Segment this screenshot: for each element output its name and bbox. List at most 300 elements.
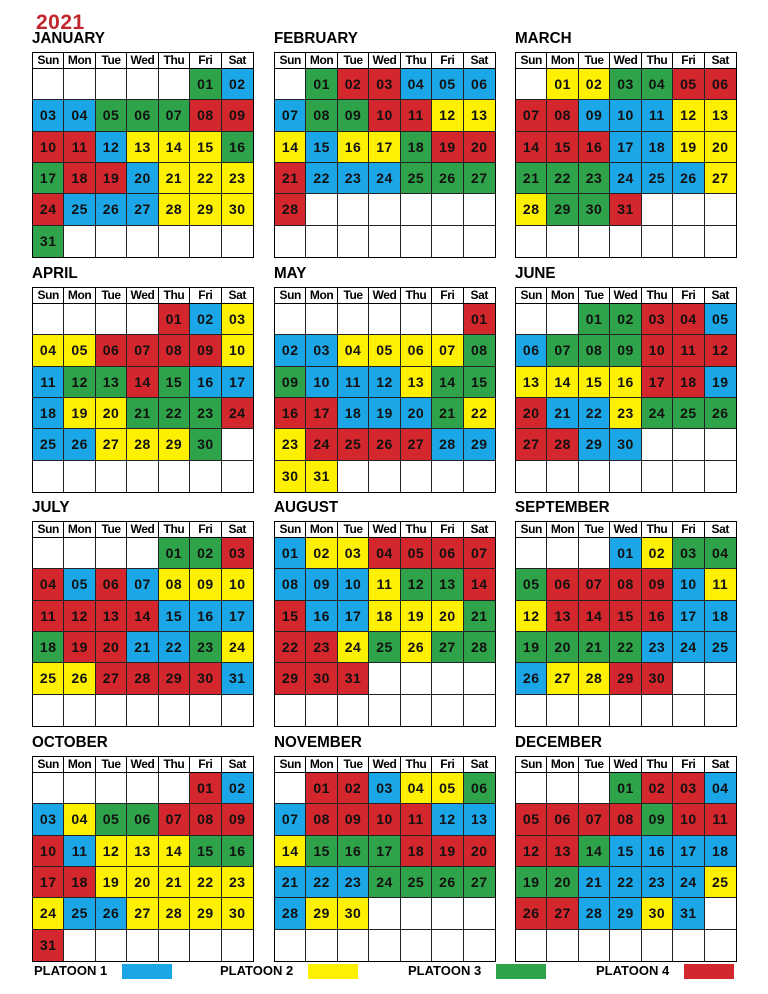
weekday-label: Fri xyxy=(190,53,221,68)
empty-cell xyxy=(642,429,673,460)
day-cell: 06 xyxy=(547,804,578,835)
day-cell: 08 xyxy=(190,804,221,835)
day-cell: 10 xyxy=(642,335,673,366)
day-cell: 06 xyxy=(127,804,158,835)
empty-cell xyxy=(33,304,64,335)
empty-cell xyxy=(516,773,547,804)
day-cell: 30 xyxy=(306,663,337,694)
day-cell: 31 xyxy=(33,226,64,257)
weekday-label: Fri xyxy=(673,522,704,537)
day-cell: 20 xyxy=(96,632,127,663)
day-cell: 18 xyxy=(33,632,64,663)
day-cell: 14 xyxy=(275,836,306,867)
day-cell: 21 xyxy=(547,398,578,429)
day-cell: 05 xyxy=(64,335,95,366)
empty-cell xyxy=(705,194,736,225)
day-cell: 25 xyxy=(369,632,400,663)
weekday-label: Sun xyxy=(275,757,306,772)
day-cell: 18 xyxy=(338,398,369,429)
day-cell: 17 xyxy=(673,601,704,632)
day-cell: 20 xyxy=(464,836,495,867)
day-cell: 04 xyxy=(401,773,432,804)
day-cell: 06 xyxy=(464,773,495,804)
weekday-label: Tue xyxy=(338,288,369,303)
day-cell: 13 xyxy=(464,100,495,131)
day-cell: 25 xyxy=(705,867,736,898)
day-cell: 09 xyxy=(190,569,221,600)
day-cell: 29 xyxy=(190,898,221,929)
day-cell: 15 xyxy=(190,132,221,163)
weekday-label: Sat xyxy=(711,522,730,536)
day-cell: 30 xyxy=(190,663,221,694)
day-cell: 23 xyxy=(190,398,221,429)
day-cell: 12 xyxy=(369,367,400,398)
day-grid xyxy=(274,773,496,962)
day-cell: 12 xyxy=(64,601,95,632)
day-cell: 15 xyxy=(159,367,190,398)
day-cell: 01 xyxy=(159,304,190,335)
day-cell: 09 xyxy=(190,335,221,366)
weekday-label: Wed xyxy=(610,53,641,68)
weekday-label: Fri xyxy=(673,53,704,68)
weekday-label: Fri xyxy=(673,288,704,303)
day-cell: 06 xyxy=(96,335,127,366)
day-cell: 13 xyxy=(127,132,158,163)
day-cell: 21 xyxy=(275,867,306,898)
day-cell: 27 xyxy=(401,429,432,460)
day-cell: 05 xyxy=(705,304,736,335)
day-cell: 29 xyxy=(159,429,190,460)
empty-cell xyxy=(464,461,495,492)
day-cell: 02 xyxy=(275,335,306,366)
weekday-label: Fri xyxy=(190,522,221,537)
day-cell: 13 xyxy=(547,836,578,867)
empty-cell xyxy=(64,304,95,335)
day-cell: 14 xyxy=(547,367,578,398)
empty-cell xyxy=(96,69,127,100)
day-cell: 26 xyxy=(401,632,432,663)
day-cell: 02 xyxy=(642,538,673,569)
day-cell: 06 xyxy=(516,335,547,366)
day-cell: 08 xyxy=(610,804,641,835)
day-cell: 05 xyxy=(516,804,547,835)
day-cell: 05 xyxy=(96,100,127,131)
day-cell: 06 xyxy=(705,69,736,100)
day-cell: 18 xyxy=(705,836,736,867)
day-cell: 27 xyxy=(432,632,463,663)
day-cell: 15 xyxy=(306,836,337,867)
day-cell: 24 xyxy=(673,632,704,663)
empty-cell xyxy=(127,461,158,492)
day-cell: 03 xyxy=(369,69,400,100)
weekday-label: Tue xyxy=(579,53,610,68)
day-cell: 17 xyxy=(642,367,673,398)
empty-cell xyxy=(33,773,64,804)
day-cell: 02 xyxy=(190,538,221,569)
empty-cell xyxy=(306,194,337,225)
weekday-label: Sun xyxy=(275,53,306,68)
weekday-label: Mon xyxy=(64,757,95,772)
day-cell: 01 xyxy=(306,69,337,100)
empty-cell xyxy=(705,429,736,460)
day-cell: 16 xyxy=(190,601,221,632)
weekday-label: Sat xyxy=(711,288,730,302)
day-cell: 06 xyxy=(547,569,578,600)
weekday-header xyxy=(32,521,254,538)
empty-cell xyxy=(190,695,221,726)
legend-label: PLATOON 2 xyxy=(220,963,294,978)
day-cell: 22 xyxy=(275,632,306,663)
empty-cell xyxy=(464,930,495,961)
day-cell: 31 xyxy=(338,663,369,694)
empty-cell xyxy=(306,226,337,257)
weekday-label: Tue xyxy=(96,288,127,303)
weekday-label: Tue xyxy=(338,53,369,68)
empty-cell xyxy=(159,930,190,961)
day-cell: 08 xyxy=(275,569,306,600)
empty-cell xyxy=(96,461,127,492)
day-cell: 21 xyxy=(579,867,610,898)
day-cell: 07 xyxy=(127,335,158,366)
day-cell: 26 xyxy=(705,398,736,429)
day-cell: 11 xyxy=(64,836,95,867)
day-cell: 07 xyxy=(579,804,610,835)
empty-cell xyxy=(401,898,432,929)
weekday-header xyxy=(515,287,737,304)
day-cell: 25 xyxy=(33,429,64,460)
month-title: APRIL xyxy=(32,265,78,282)
weekday-label: Wed xyxy=(369,522,400,537)
weekday-header xyxy=(515,52,737,69)
day-cell: 24 xyxy=(222,398,253,429)
empty-cell xyxy=(190,930,221,961)
day-cell: 16 xyxy=(579,132,610,163)
day-cell: 03 xyxy=(673,773,704,804)
day-cell: 30 xyxy=(222,194,253,225)
day-cell: 22 xyxy=(464,398,495,429)
empty-cell xyxy=(64,538,95,569)
empty-cell xyxy=(222,695,253,726)
day-cell: 24 xyxy=(642,398,673,429)
day-cell: 17 xyxy=(222,367,253,398)
day-cell: 21 xyxy=(159,163,190,194)
empty-cell xyxy=(516,69,547,100)
day-cell: 23 xyxy=(306,632,337,663)
empty-cell xyxy=(127,930,158,961)
day-cell: 02 xyxy=(222,69,253,100)
weekday-label: Thu xyxy=(642,757,673,772)
weekday-label: Thu xyxy=(159,522,190,537)
empty-cell xyxy=(432,930,463,961)
day-cell: 26 xyxy=(96,898,127,929)
day-cell: 13 xyxy=(516,367,547,398)
day-cell: 26 xyxy=(369,429,400,460)
day-cell: 30 xyxy=(338,898,369,929)
day-cell: 06 xyxy=(401,335,432,366)
day-cell: 18 xyxy=(642,132,673,163)
weekday-label: Tue xyxy=(579,757,610,772)
day-cell: 22 xyxy=(306,867,337,898)
day-cell: 14 xyxy=(275,132,306,163)
day-cell: 16 xyxy=(338,132,369,163)
day-cell: 16 xyxy=(275,398,306,429)
empty-cell xyxy=(464,898,495,929)
day-cell: 23 xyxy=(610,398,641,429)
weekday-label: Thu xyxy=(642,288,673,303)
weekday-label: Sat xyxy=(228,53,247,67)
weekday-label: Sun xyxy=(516,53,547,68)
empty-cell xyxy=(464,663,495,694)
empty-cell xyxy=(369,304,400,335)
day-cell: 09 xyxy=(275,367,306,398)
weekday-label: Sat xyxy=(711,757,730,771)
empty-cell xyxy=(579,538,610,569)
month-title: FEBRUARY xyxy=(274,30,358,47)
weekday-label: Wed xyxy=(610,288,641,303)
day-cell: 18 xyxy=(64,163,95,194)
day-cell: 17 xyxy=(673,836,704,867)
empty-cell xyxy=(222,930,253,961)
day-cell: 21 xyxy=(127,398,158,429)
day-cell: 25 xyxy=(401,867,432,898)
day-cell: 11 xyxy=(401,100,432,131)
empty-cell xyxy=(673,226,704,257)
day-cell: 16 xyxy=(338,836,369,867)
empty-cell xyxy=(275,304,306,335)
day-cell: 09 xyxy=(306,569,337,600)
empty-cell xyxy=(306,930,337,961)
weekday-label: Tue xyxy=(96,757,127,772)
weekday-label: Sat xyxy=(470,522,489,536)
empty-cell xyxy=(547,930,578,961)
legend-swatch xyxy=(496,964,546,979)
day-cell: 09 xyxy=(338,804,369,835)
empty-cell xyxy=(516,538,547,569)
weekday-label: Sun xyxy=(33,53,64,68)
weekday-label: Thu xyxy=(401,757,432,772)
empty-cell xyxy=(642,461,673,492)
day-cell: 29 xyxy=(275,663,306,694)
day-cell: 07 xyxy=(516,100,547,131)
empty-cell xyxy=(369,898,400,929)
weekday-label: Wed xyxy=(369,288,400,303)
day-cell: 04 xyxy=(33,335,64,366)
day-cell: 19 xyxy=(432,836,463,867)
day-cell: 20 xyxy=(705,132,736,163)
day-cell: 09 xyxy=(222,100,253,131)
day-cell: 23 xyxy=(642,867,673,898)
day-cell: 08 xyxy=(610,569,641,600)
day-cell: 01 xyxy=(190,773,221,804)
day-cell: 27 xyxy=(516,429,547,460)
day-cell: 27 xyxy=(547,898,578,929)
day-cell: 07 xyxy=(464,538,495,569)
weekday-label: Sat xyxy=(470,288,489,302)
day-cell: 14 xyxy=(579,601,610,632)
empty-cell xyxy=(369,930,400,961)
day-cell: 01 xyxy=(159,538,190,569)
day-cell: 29 xyxy=(159,663,190,694)
day-cell: 12 xyxy=(432,804,463,835)
day-cell: 12 xyxy=(516,601,547,632)
day-cell: 19 xyxy=(369,398,400,429)
empty-cell xyxy=(338,461,369,492)
day-cell: 10 xyxy=(222,569,253,600)
day-cell: 06 xyxy=(432,538,463,569)
year-title: 2021 xyxy=(36,11,85,34)
day-cell: 13 xyxy=(547,601,578,632)
day-cell: 04 xyxy=(705,538,736,569)
empty-cell xyxy=(642,226,673,257)
day-cell: 04 xyxy=(33,569,64,600)
day-cell: 25 xyxy=(64,194,95,225)
day-cell: 18 xyxy=(33,398,64,429)
weekday-label: Wed xyxy=(610,522,641,537)
weekday-label: Tue xyxy=(338,757,369,772)
day-cell: 03 xyxy=(33,804,64,835)
day-cell: 06 xyxy=(464,69,495,100)
day-cell: 30 xyxy=(190,429,221,460)
weekday-label: Mon xyxy=(64,53,95,68)
empty-cell xyxy=(64,695,95,726)
weekday-label: Tue xyxy=(579,288,610,303)
day-cell: 08 xyxy=(159,335,190,366)
weekday-label: Wed xyxy=(610,757,641,772)
day-cell: 05 xyxy=(432,773,463,804)
day-cell: 12 xyxy=(432,100,463,131)
weekday-label: Mon xyxy=(547,288,578,303)
month-title: SEPTEMBER xyxy=(515,499,610,516)
day-cell: 03 xyxy=(610,69,641,100)
day-cell: 10 xyxy=(33,836,64,867)
weekday-header xyxy=(274,287,496,304)
day-cell: 20 xyxy=(547,867,578,898)
empty-cell xyxy=(33,538,64,569)
day-cell: 05 xyxy=(516,569,547,600)
day-cell: 22 xyxy=(610,867,641,898)
day-cell: 18 xyxy=(401,836,432,867)
day-cell: 20 xyxy=(127,867,158,898)
empty-cell xyxy=(338,695,369,726)
empty-cell xyxy=(673,930,704,961)
day-cell: 23 xyxy=(190,632,221,663)
weekday-label: Thu xyxy=(159,53,190,68)
day-cell: 14 xyxy=(159,132,190,163)
empty-cell xyxy=(642,194,673,225)
day-cell: 22 xyxy=(579,398,610,429)
day-cell: 21 xyxy=(127,632,158,663)
day-cell: 27 xyxy=(127,898,158,929)
month-title: NOVEMBER xyxy=(274,734,362,751)
empty-cell xyxy=(547,773,578,804)
empty-cell xyxy=(432,898,463,929)
day-cell: 16 xyxy=(610,367,641,398)
empty-cell xyxy=(547,695,578,726)
day-cell: 17 xyxy=(369,132,400,163)
day-cell: 19 xyxy=(401,601,432,632)
day-cell: 16 xyxy=(642,601,673,632)
empty-cell xyxy=(432,461,463,492)
weekday-label: Thu xyxy=(642,53,673,68)
day-cell: 13 xyxy=(96,601,127,632)
day-cell: 20 xyxy=(516,398,547,429)
empty-cell xyxy=(222,429,253,460)
empty-cell xyxy=(222,226,253,257)
weekday-label: Tue xyxy=(96,53,127,68)
empty-cell xyxy=(432,695,463,726)
day-cell: 29 xyxy=(579,429,610,460)
day-cell: 06 xyxy=(127,100,158,131)
day-cell: 02 xyxy=(579,69,610,100)
day-cell: 14 xyxy=(464,569,495,600)
day-cell: 08 xyxy=(579,335,610,366)
day-cell: 29 xyxy=(190,194,221,225)
day-cell: 09 xyxy=(642,569,673,600)
empty-cell xyxy=(673,461,704,492)
day-cell: 12 xyxy=(705,335,736,366)
empty-cell xyxy=(610,461,641,492)
day-cell: 09 xyxy=(642,804,673,835)
day-cell: 23 xyxy=(338,163,369,194)
empty-cell xyxy=(338,194,369,225)
day-cell: 14 xyxy=(516,132,547,163)
day-cell: 20 xyxy=(464,132,495,163)
day-cell: 18 xyxy=(64,867,95,898)
weekday-label: Mon xyxy=(306,53,337,68)
weekday-label: Thu xyxy=(401,522,432,537)
weekday-label: Thu xyxy=(159,288,190,303)
empty-cell xyxy=(96,695,127,726)
day-cell: 26 xyxy=(516,663,547,694)
weekday-label: Sun xyxy=(33,522,64,537)
day-cell: 23 xyxy=(338,867,369,898)
month-title: JANUARY xyxy=(32,30,105,47)
empty-cell xyxy=(705,695,736,726)
day-cell: 30 xyxy=(275,461,306,492)
empty-cell xyxy=(432,194,463,225)
day-cell: 08 xyxy=(547,100,578,131)
day-cell: 16 xyxy=(642,836,673,867)
day-cell: 01 xyxy=(547,69,578,100)
day-cell: 19 xyxy=(705,367,736,398)
day-cell: 30 xyxy=(610,429,641,460)
month-title: JULY xyxy=(32,499,70,516)
day-cell: 12 xyxy=(96,132,127,163)
day-cell: 17 xyxy=(306,398,337,429)
weekday-label: Sun xyxy=(275,288,306,303)
weekday-label: Sun xyxy=(33,757,64,772)
day-cell: 26 xyxy=(64,429,95,460)
day-cell: 01 xyxy=(306,773,337,804)
day-cell: 03 xyxy=(33,100,64,131)
empty-cell xyxy=(127,69,158,100)
day-cell: 12 xyxy=(673,100,704,131)
weekday-header xyxy=(274,756,496,773)
day-cell: 10 xyxy=(338,569,369,600)
empty-cell xyxy=(33,695,64,726)
weekday-label: Wed xyxy=(369,53,400,68)
weekday-label: Sun xyxy=(516,288,547,303)
day-cell: 11 xyxy=(33,601,64,632)
empty-cell xyxy=(190,461,221,492)
day-cell: 04 xyxy=(64,100,95,131)
day-cell: 12 xyxy=(64,367,95,398)
day-cell: 31 xyxy=(610,194,641,225)
empty-cell xyxy=(127,773,158,804)
weekday-label: Wed xyxy=(127,522,158,537)
empty-cell xyxy=(705,663,736,694)
day-cell: 10 xyxy=(222,335,253,366)
